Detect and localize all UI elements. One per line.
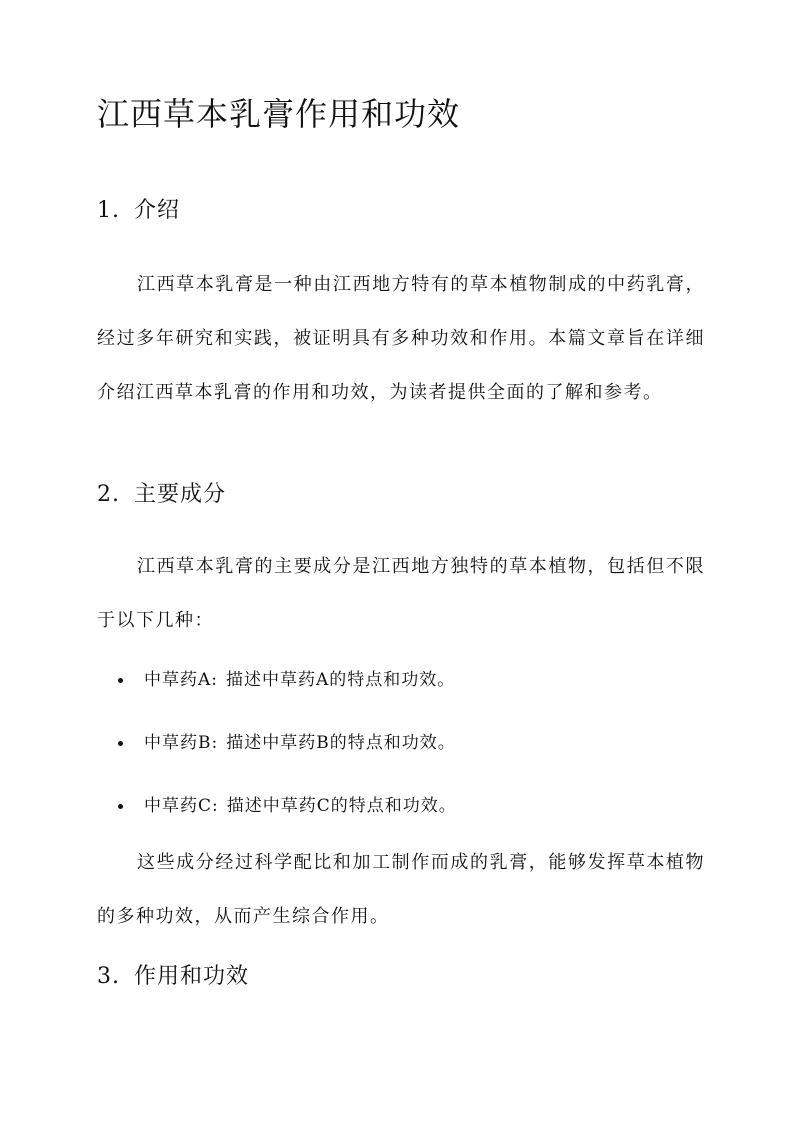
section-title: 介绍 <box>134 198 181 223</box>
list-item <box>97 668 457 731</box>
section-heading-effects <box>97 964 249 990</box>
list-item <box>97 731 457 794</box>
section-heading-introduction <box>97 198 180 224</box>
ingredients-summary-paragraph: 这些成分经过科学配比和加工制作而成的乳膏，能够发挥草本植物的多种功效，从而产生综合作用。 <box>97 852 705 927</box>
bullet-icon <box>118 741 123 746</box>
section-heading-main-ingredients <box>97 482 226 508</box>
section-title: 主要成分 <box>134 482 227 507</box>
section-number: 2. <box>97 482 120 507</box>
item-text: 描述中草药B的特点和功效。 <box>226 733 456 753</box>
section-number: 1. <box>97 198 120 223</box>
item-text: 描述中草药A的特点和功效。 <box>226 670 456 690</box>
item-label: 中草药B: <box>144 733 219 753</box>
item-text: 描述中草药C的特点和功效。 <box>226 796 457 816</box>
ingredient-list <box>97 668 457 857</box>
item-label: 中草药C: <box>144 796 219 816</box>
section-title: 作用和功效 <box>134 964 250 989</box>
section-number: 3. <box>97 964 120 989</box>
document-title: 江西草本乳膏作用和功效 <box>97 95 461 133</box>
ingredients-paragraph: 江西草本乳膏的主要成分是江西地方独特的草本植物，包括但不限于以下几种： <box>97 556 705 631</box>
item-label: 中草药A: <box>144 670 219 690</box>
bullet-icon <box>118 804 123 809</box>
introduction-paragraph: 江西草本乳膏是一种由江西地方特有的草本植物制成的中药乳膏，经过多年研究和实践，被证明具有多种功效和作用。本篇文章旨在详细介绍江西草本乳膏的作用和功效，为读者提供全面的了解和参考。 <box>97 274 705 403</box>
bullet-icon <box>118 678 123 683</box>
